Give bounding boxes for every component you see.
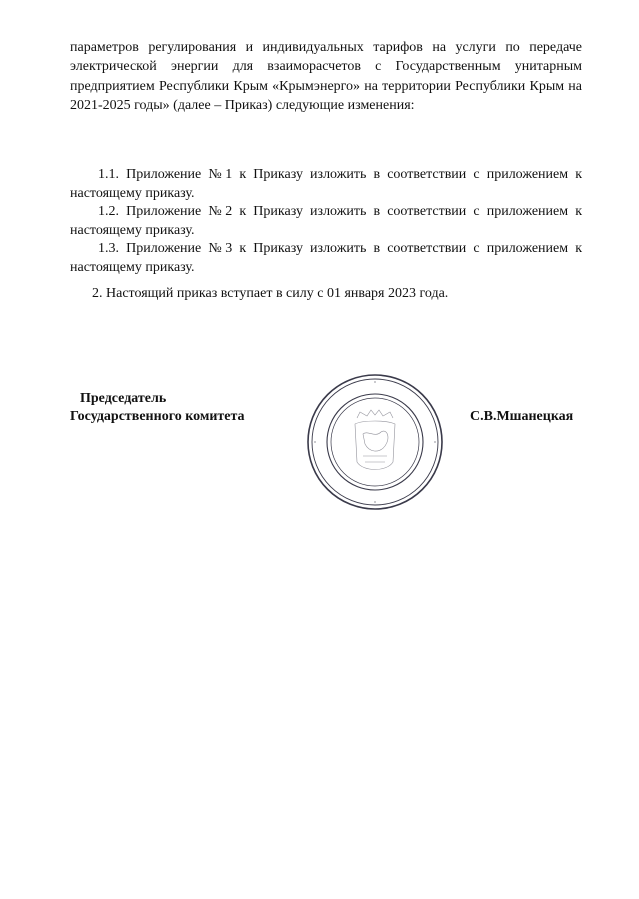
- official-seal: [305, 372, 445, 512]
- amendment-list: [70, 166, 582, 277]
- amendment-item-2: 1.2. Приложение №2 к Приказу изложить в соответствии с приложением к настоящему приказу.: [70, 204, 582, 238]
- signer-position-line-2: Государственного комитета: [70, 409, 245, 424]
- signer-position: [70, 390, 245, 426]
- intro-paragraph: параметров регулирования и индивидуальных тарифов на услуги по передаче электрической энергии для взаиморасчетов с Государственным унитарным предприятием Республики Крым «Крымэнерго» на территории Республики Крым на 2021-2025 годы» (далее – Приказ) следующие изменения:: [70, 40, 582, 113]
- effective-date-clause: 2. Настоящий приказ вступает в силу с 01 января 2023 года.: [92, 286, 449, 301]
- amendment-item-1: 1.1. Приложение №1 к Приказу изложить в соответствии с приложением к настоящему приказу.: [70, 167, 582, 201]
- amendment-item-3: 1.3. Приложение №3 к Приказу изложить в соответствии с приложением к настоящему приказу.: [70, 241, 582, 275]
- signer-name: С.В.Мшанецкая: [470, 409, 574, 424]
- signer-position-line-1: Председатель: [80, 391, 167, 406]
